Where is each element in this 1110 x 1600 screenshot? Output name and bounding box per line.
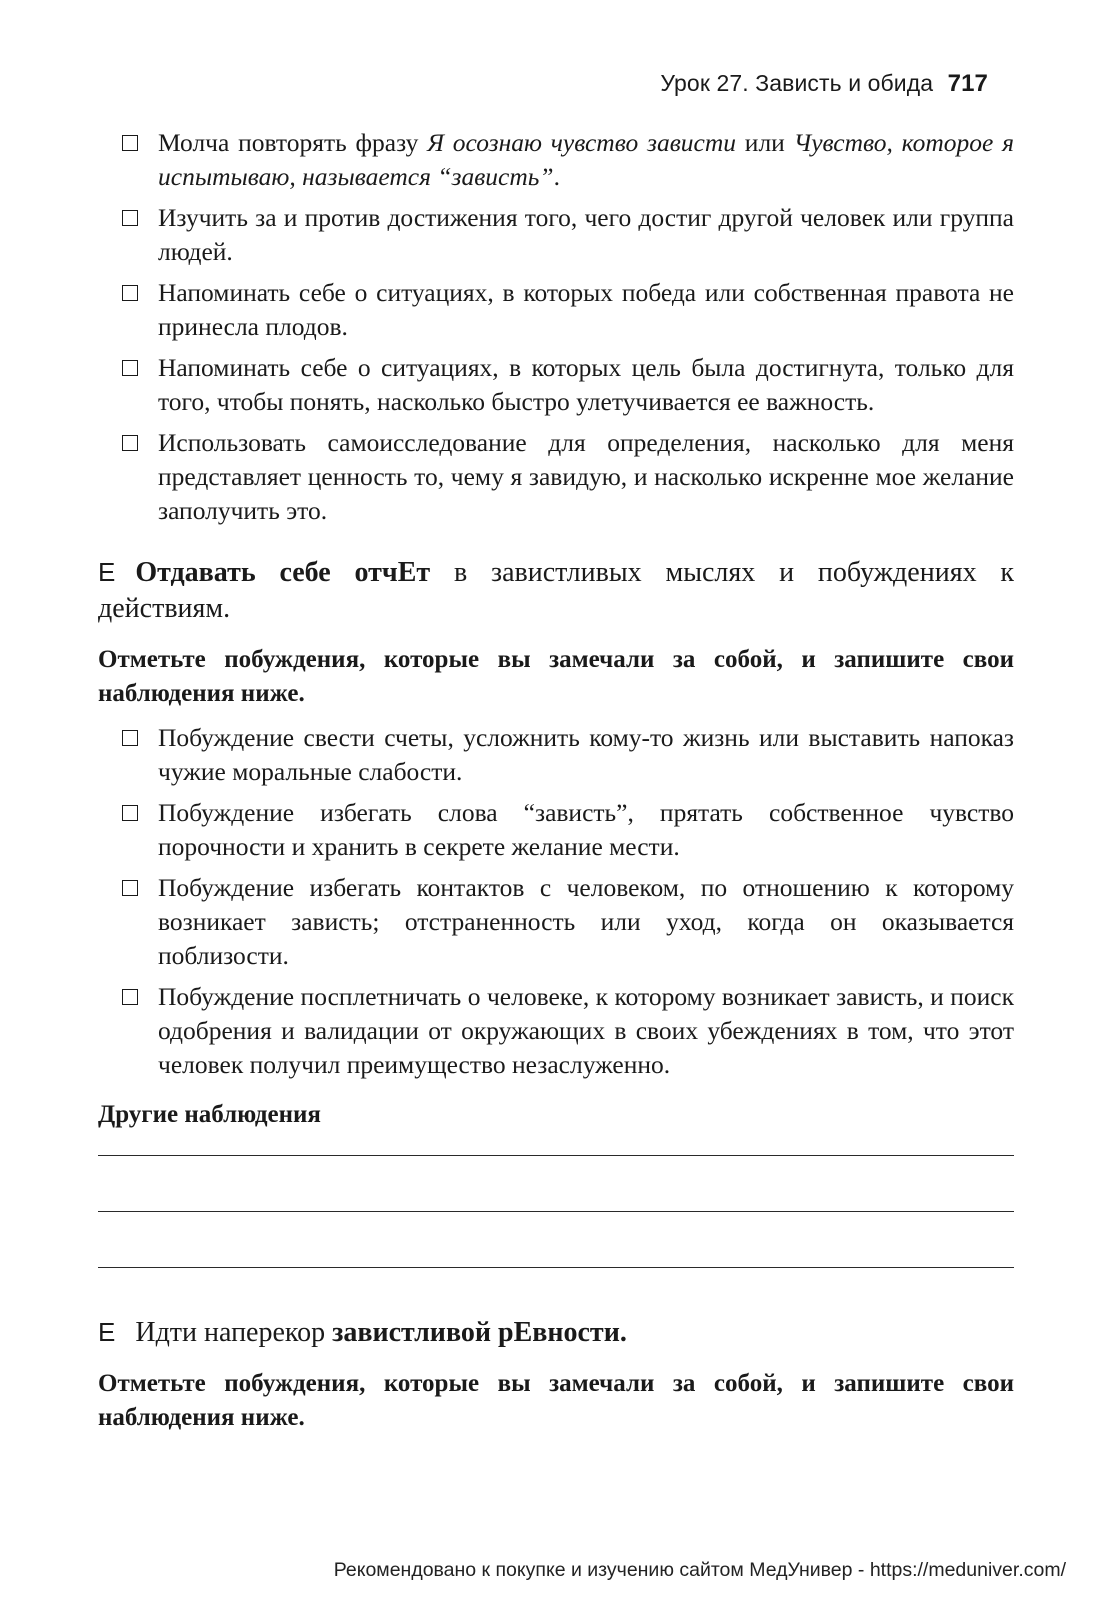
checklist-item-text bbox=[158, 126, 1014, 194]
section-plain: Идти наперекор bbox=[135, 1317, 333, 1348]
checkbox[interactable] bbox=[122, 360, 138, 376]
checkbox[interactable] bbox=[122, 989, 138, 1005]
checkbox[interactable] bbox=[122, 805, 138, 821]
page-number: 717 bbox=[947, 70, 988, 97]
checklist-item bbox=[98, 276, 1014, 344]
checklist-item-text: Напоминать себе о ситуациях, в которых цель была достигнута, только для того, чтобы понять, насколько быстро улетучивается ее важность. bbox=[158, 353, 1014, 416]
checklist-item bbox=[98, 201, 1014, 269]
chapter-title: Урок 27. Зависть и обида bbox=[660, 70, 934, 96]
checklist-item-text: Побуждение посплетничать о человеке, к которому возникает зависть, и поиск одобрения и валидации от окружающих в своих убеждениях в том, что этот человек получил преимущество незаслуженно. bbox=[158, 982, 1014, 1079]
other-observations-label: Другие наблюдения bbox=[98, 1101, 321, 1128]
checkbox[interactable] bbox=[122, 730, 138, 746]
section-bold-phrase: завистливой рЕвности. bbox=[332, 1317, 627, 1348]
checklist-item bbox=[98, 980, 1014, 1082]
page-body bbox=[98, 126, 1014, 1445]
section-heading-jealousy bbox=[98, 1314, 1014, 1351]
checkbox[interactable] bbox=[122, 435, 138, 451]
section-letter: E bbox=[98, 557, 116, 587]
text-run: . bbox=[553, 162, 560, 191]
italic-phrase: Чувство, которое я испытываю, называется “зависть” bbox=[158, 128, 1014, 191]
footer-note: Рекомендовано к покупке и изучению сайтом МедУнивер - https://meduniver.com/ bbox=[333, 1559, 1066, 1581]
checklist-item bbox=[98, 351, 1014, 419]
checkbox[interactable] bbox=[122, 210, 138, 226]
section-letter: E bbox=[98, 1317, 116, 1347]
checklist-item bbox=[98, 796, 1014, 864]
checklist-item-text: Побуждение избегать слова “зависть”, прятать собственное чувство порочности и хранить в секрете желание мести. bbox=[158, 798, 1014, 861]
text-run: Молча повторять фразу bbox=[158, 128, 428, 157]
checkbox[interactable] bbox=[122, 285, 138, 301]
checklist-item-text: Побуждение свести счеты, усложнить кому-то жизнь или выставить напоказ чужие моральные слабости. bbox=[158, 723, 1014, 786]
answer-line[interactable] bbox=[98, 1210, 1014, 1212]
answer-line[interactable] bbox=[98, 1266, 1014, 1268]
checklist-item bbox=[98, 126, 1014, 194]
section-bold-phrase: Отдавать себе отчЕт bbox=[135, 557, 431, 588]
section-heading-accountability bbox=[98, 554, 1014, 627]
checklist-item bbox=[98, 871, 1014, 973]
answer-line[interactable] bbox=[98, 1154, 1014, 1156]
checklist-item bbox=[98, 426, 1014, 528]
text-run: или bbox=[736, 128, 794, 157]
checklist-item-text: Побуждение избегать контактов с человеком, по отношению к которому возникает зависть; отстраненность или уход, когда он оказывается поблизости. bbox=[158, 873, 1014, 970]
italic-phrase: Я осознаю чувство зависти bbox=[427, 128, 736, 157]
instruction-text: Отметьте побуждения, которые вы замечали за собой, и запишите свои наблюдения ниже. bbox=[98, 646, 1014, 707]
checkbox[interactable] bbox=[122, 135, 138, 151]
instruction-text: Отметьте побуждения, которые вы замечали за собой, и запишите свои наблюдения ниже. bbox=[98, 1370, 1014, 1431]
checklist-item-text: Изучить за и против достижения того, чего достиг другой человек или группа людей. bbox=[158, 203, 1014, 266]
checklist-item bbox=[98, 721, 1014, 789]
running-header bbox=[660, 70, 988, 98]
section-rest: в завистливых мыслях и побуждениях к действиям. bbox=[98, 557, 1014, 624]
checklist-item-text: Использовать самоисследование для определения, насколько для меня представляет ценность то, чему я завидую, и насколько искренне мое желание заполучить это. bbox=[158, 428, 1014, 525]
checklist-item-text: Напоминать себе о ситуациях, в которых победа или собственная правота не принесла плодов. bbox=[158, 278, 1014, 341]
checkbox[interactable] bbox=[122, 880, 138, 896]
